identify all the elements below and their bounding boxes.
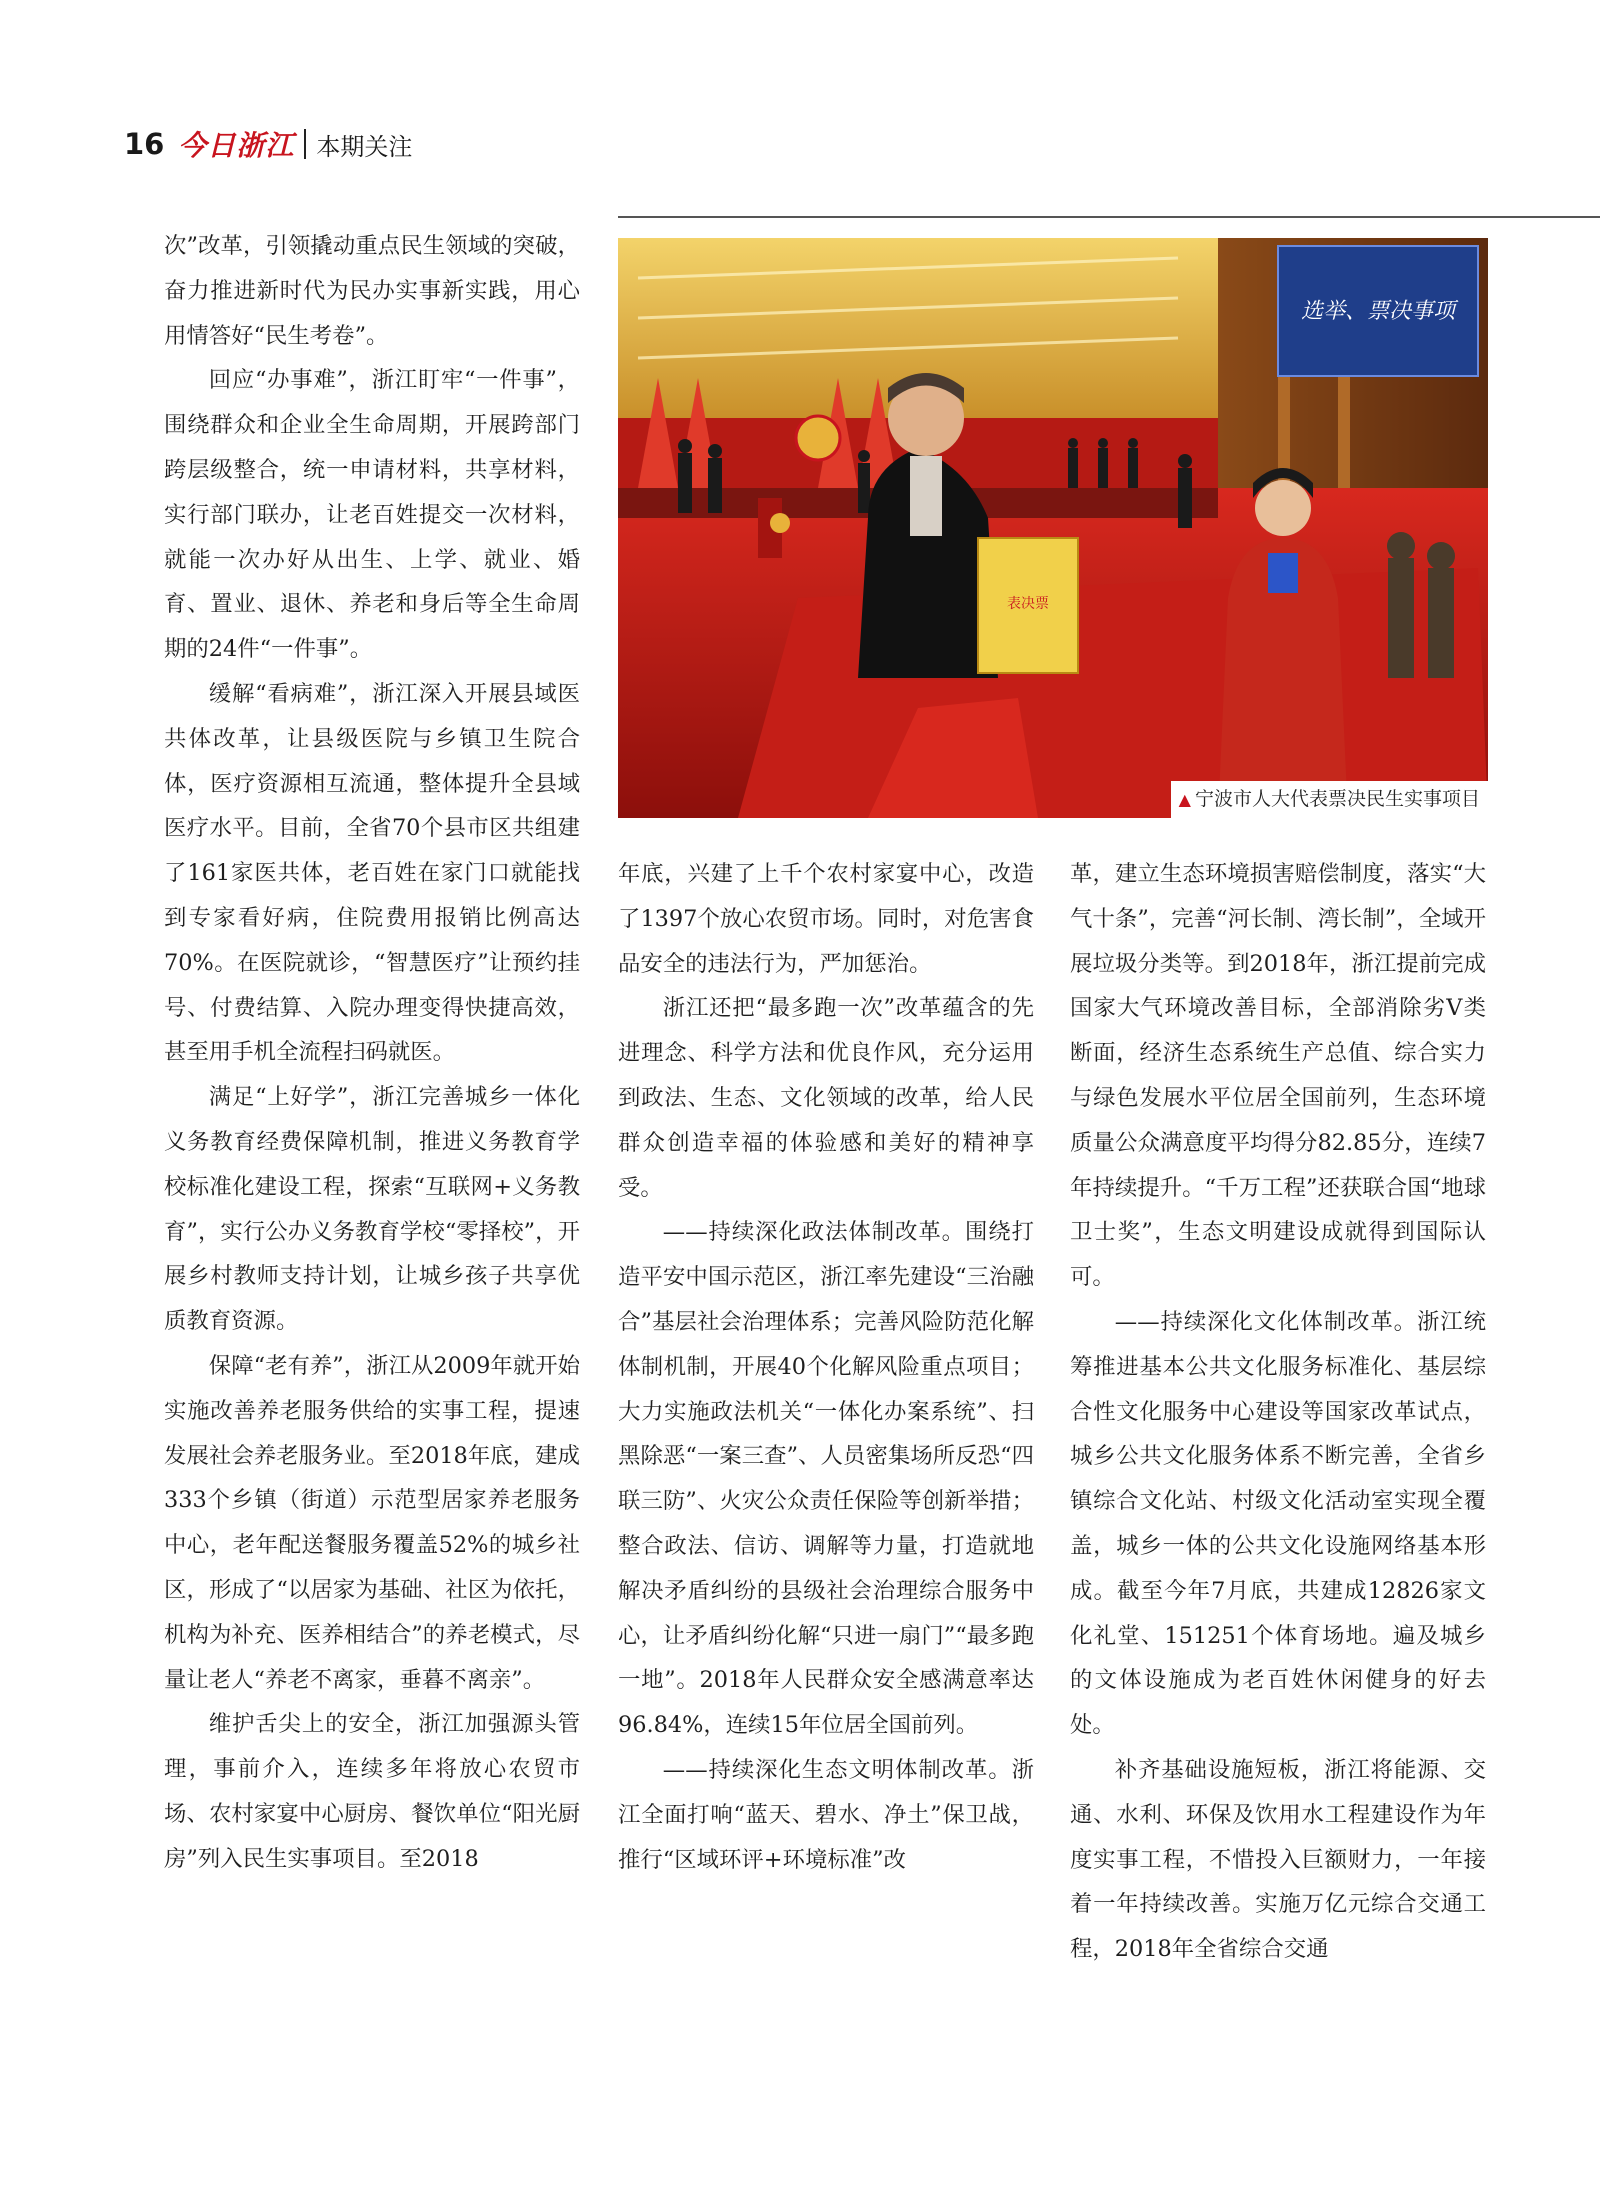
magazine-logo: 今日浙江: [178, 129, 295, 162]
ballot-text: 表决票: [1007, 596, 1049, 612]
photo-caption: [1171, 781, 1488, 818]
paragraph: 维护舌尖上的安全，浙江加强源头管理，事前介入，连续多年将放心农贸市场、农村家宴中心厨房、餐饮单位“阳光厨房”列入民生实事项目。至2018: [164, 1711, 580, 1872]
article-column-1: [164, 224, 580, 1881]
paragraph: ——持续深化政法体制改革。围绕打造平安中国示范区，浙江率先建设“三治融合”基层社会治理体系；完善风险防范化解体制机制，开展40个化解风险重点项目；大力实施政法机关“一体化办案系统”、扫黑除恶“一案三查”、人员密集场所反恐“四联三防”、火灾公众责任保险等创新举措；整合政法、信访、调解等力量，打造就地解决矛盾纠纷的县级社会治理综合服务中心，让矛盾纠纷化解“只进一扇门”“最多跑一地”。2018年人民群众安全感满意率达96.84%，连续15年位居全国前列。: [618, 1219, 1034, 1739]
paragraph: 缓解“看病难”，浙江深入开展县域医共体改革，让县级医院与乡镇卫生院合体，医疗资源相互流通，整体提升全县域医疗水平。目前，全省70个县市区共组建了161家医共体，老百姓在家门口就能找到专家看好病，住院费用报销比例高达70%。在医院就诊，“智慧医疗”让预约挂号、付费结算、入院办理变得快捷高效，甚至用手机全流程扫码就医。: [164, 680, 580, 1066]
header-divider: [304, 129, 306, 159]
paragraph: ——持续深化生态文明体制改革。浙江全面打响“蓝天、碧水、净土”保卫战，推行“区域环评+环境标准”改: [618, 1756, 1034, 1873]
paragraph: ——持续深化文化体制改革。浙江统筹推进基本公共文化服务标准化、基层综合性文化服务中心建设等国家改革试点，城乡公共文化服务体系不断完善，全省乡镇综合文化站、村级文化活动室实现全覆盖，城乡一体的公共文化设施网络基本形成。截至今年7月底，共建成12826家文化礼堂、151251个体育场地。遍及城乡的文体设施成为老百姓休闲健身的好去处。: [1070, 1308, 1486, 1739]
paragraph: 补齐基础设施短板，浙江将能源、交通、水利、环保及饮用水工程建设作为年度实事工程，不惜投入巨额财力，一年接着一年持续改善。实施万亿元综合交通工程，2018年全省综合交通: [1070, 1756, 1486, 1963]
paragraph: 回应“办事难”，浙江盯牢“一件事”，围绕群众和企业全生命周期，开展跨部门跨层级整合，统一申请材料，共享材料，实行部门联办，让老百姓提交一次材料，就能一次办好从出生、上学、就业、婚育、置业、退休、养老和身后等全生命周期的24件“一件事”。: [164, 367, 580, 663]
caption-text: 宁波市人大代表票决民生实事项目: [1194, 788, 1480, 810]
news-photo: [618, 238, 1488, 818]
caption-triangle-icon: ▲: [1178, 790, 1191, 809]
top-rule: [618, 216, 1600, 218]
article-column-2: [618, 852, 1034, 1882]
page-header: [124, 124, 412, 164]
screen-text: 选举、票决事项: [1300, 299, 1456, 324]
paragraph: 满足“上好学”，浙江完善城乡一体化义务教育经费保障机制，推进义务教育学校标准化建设工程，探索“互联网+义务教育”，实行公办义务教育学校“零择校”，开展乡村教师支持计划，让城乡孩子共享优质教育资源。: [164, 1084, 580, 1335]
paragraph: 革，建立生态环境损害赔偿制度，落实“大气十条”，完善“河长制、湾长制”，全域开展垃圾分类等。到2018年，浙江提前完成国家大气环境改善目标，全部消除劣Ⅴ类断面，经济生态系统生产总值、综合实力与绿色发展水平位居全国前列，生态环境质量公众满意度平均得分82.85分，连续7年持续提升。“千万工程”还获联合国“地球卫士奖”，生态文明建设成就得到国际认可。: [1070, 861, 1486, 1291]
paragraph: 浙江还把“最多跑一次”改革蕴含的先进理念、科学方法和优良作风，充分运用到政法、生态、文化领域的改革，给人民群众创造幸福的体验感和美好的精神享受。: [618, 995, 1034, 1201]
paragraph: 年底，兴建了上千个农村家宴中心，改造了1397个放心农贸市场。同时，对危害食品安全的违法行为，严加惩治。: [618, 861, 1034, 977]
paragraph: 次”改革，引领撬动重点民生领域的突破，奋力推进新时代为民办实事新实践，用心用情答好“民生考卷”。: [164, 233, 580, 349]
section-title: 本期关注: [316, 132, 413, 161]
paragraph: 保障“老有养”，浙江从2009年就开始实施改善养老服务供给的实事工程，提速发展社会养老服务业。至2018年底，建成333个乡镇（街道）示范型居家养老服务中心，老年配送餐服务覆盖52%的城乡社区，形成了“以居家为基础、社区为依托，机构为补充、医养相结合”的养老模式，尽量让老人“养老不离家，垂暮不离亲”。: [164, 1352, 580, 1693]
article-column-3: [1070, 852, 1486, 1972]
page-number: 16: [124, 127, 165, 161]
